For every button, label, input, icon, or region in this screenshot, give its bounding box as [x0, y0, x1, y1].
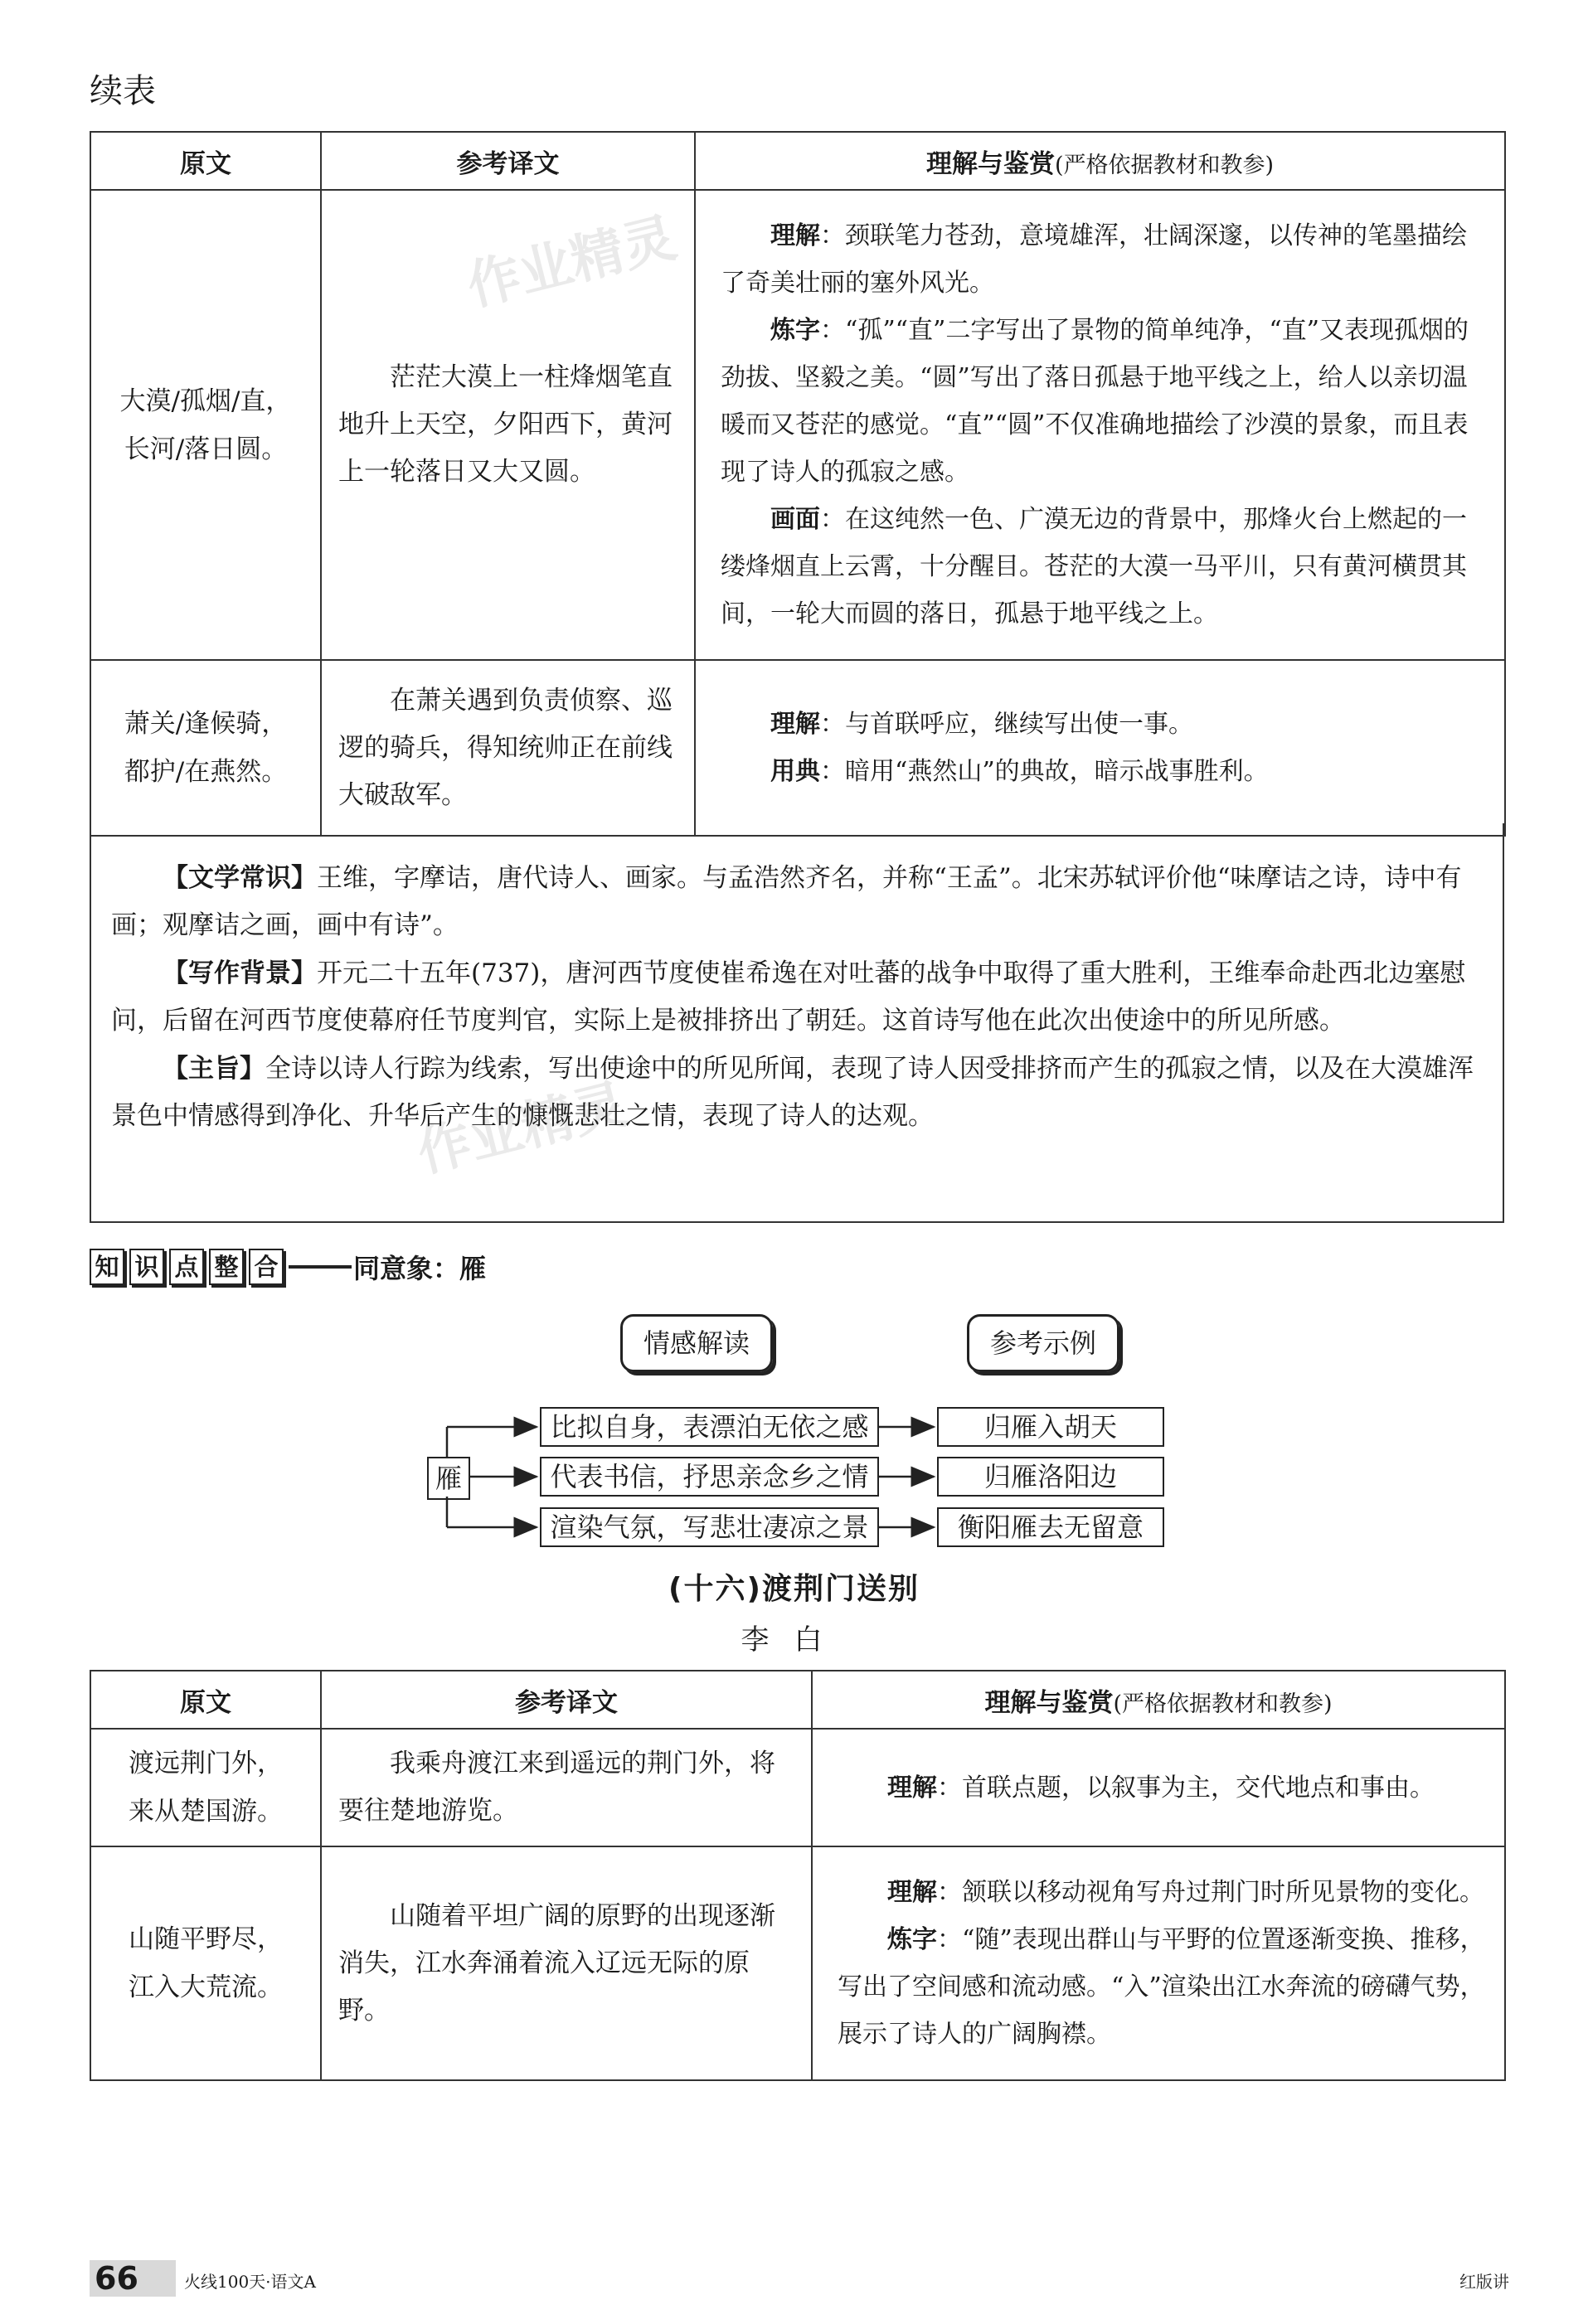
original-text: 大漠/孤烟/直， 长河/落日圆。 — [90, 190, 321, 660]
note-writing-background: 【写作背景】开元二十五年(737)，唐河西节度使崔希逸在对吐蕃的战争中取得了重大胜利，王维奉命赴西北边塞慰问，后留在河西节度使幕府任节度判官，实际上是被排挤出了朝廷。这首诗写他在此次出使途中的所见所感。 — [111, 958, 1466, 1036]
note-literary-knowledge: 【文学常识】王维，字摩诘，唐代诗人、画家。与孟浩然齐名，并称“王孟”。北宋苏轼评价他“味摩诘之诗，诗中有画；观摩诘之画，画中有诗”。 — [111, 863, 1462, 940]
header-appreciation-note: (严格依据教材和教参) — [1054, 152, 1275, 178]
note-theme: 【主旨】全诗以诗人行踪为线索，写出使途中的所见所闻，表现了诗人因受排挤而产生的孤寂之情，以及在大漠雄浑景色中情感得到净化、升华后产生的慷慨悲壮之情，表现了诗人的达观。 — [111, 1054, 1474, 1131]
header-appreciation: 理解与鉴赏(严格依据教材和教参) — [695, 132, 1505, 190]
original-text: 渡远荆门外， 来从楚国游。 — [90, 1729, 321, 1846]
poem-author: 李白 — [741, 1623, 847, 1657]
kp-char: 知 — [90, 1249, 124, 1285]
knowledge-title: 同意象：雁 — [353, 1253, 487, 1284]
heading-emotion: 情感解读 — [620, 1314, 773, 1372]
heading-example: 参考示例 — [967, 1314, 1119, 1372]
translation-text: 在萧关遇到负责侦察、巡逻的骑兵，得知统帅正在前线大破敌军。 — [321, 660, 695, 836]
table-row — [90, 1846, 1505, 2080]
poem-title: (十六)渡荆门送别 — [668, 1572, 920, 1606]
emotion-node: 代表书信，抒思亲念乡之情 — [540, 1457, 879, 1497]
example-node: 衡阳雁去无留意 — [937, 1507, 1164, 1547]
emotion-node: 渲染气氛，写悲壮凄凉之景 — [540, 1507, 879, 1547]
footer-book-title: 火线100天·语文A — [184, 2272, 316, 2292]
table-poem-16 — [90, 1670, 1506, 2081]
kp-char: 整 — [209, 1249, 244, 1285]
header-appreciation: 理解与鉴赏(严格依据教材和教参) — [812, 1671, 1505, 1729]
table-header-row — [90, 1671, 1505, 1729]
watermark: 作业精灵 — [411, 1073, 633, 1185]
header-original: 原文 — [90, 1671, 321, 1729]
header-translation: 参考译文 — [321, 1671, 812, 1729]
header-translation: 参考译文 — [321, 132, 695, 190]
continued-label: 续表 — [90, 72, 156, 110]
appreciation-text: 理解：与首联呼应，继续写出使一事。 用典：暗用“燕然山”的典故，暗示战事胜利。 — [695, 660, 1505, 836]
header-appreciation-note: (严格依据教材和教参) — [1113, 1691, 1333, 1717]
kp-char: 识 — [129, 1249, 164, 1285]
footer-edition: 红版讲 — [1459, 2272, 1509, 2292]
appreciation-text: 理解：颔联以移动视角写舟过荆门时所见景物的变化。 炼字：“随”表现出群山与平野的位置逐渐变换、推移，写出了空间感和流动感。“入”渲染出江水奔流的磅礴气势，展示了诗人的广阔胸襟。 — [812, 1846, 1505, 2080]
table-row — [90, 1729, 1505, 1846]
appreciation-text: 理解：颈联笔力苍劲，意境雄浑，壮阔深邃，以传神的笔墨描绘了奇美壮丽的塞外风光。 炼字：“孤”“直”二字写出了景物的简单纯净，“直”又表现孤烟的劲拔、坚毅之美。“圆”写出了落日孤悬于地平线之上，给人以亲切温暖而又苍茫的感觉。“直”“圆”不仅准确地描绘了沙漠的景象，而且表现了诗人的孤寂之感。 画面：在这纯然一色、广漠无边的背景中，那烽火台上燃起的一缕烽烟直上云霄，十分醒目。苍茫的大漠一马平川，只有黄河横贯其间，一轮大而圆的落日，孤悬于地平线之上。 — [695, 190, 1505, 660]
example-node: 归雁洛阳边 — [937, 1457, 1164, 1497]
translation-text: 山随着平坦广阔的原野的出现逐渐消失，江水奔涌着流入辽远无际的原野。 — [321, 1846, 812, 2080]
original-text: 山随平野尽， 江入大荒流。 — [90, 1846, 321, 2080]
kp-char: 点 — [169, 1249, 204, 1285]
example-node: 归雁入胡天 — [937, 1407, 1164, 1447]
translation-text: 茫茫大漠上一柱烽烟笔直地升上天空，夕阳西下，黄河上一轮落日又大又圆。 — [321, 190, 695, 660]
root-node-goose: 雁 — [427, 1457, 470, 1500]
kp-char: 合 — [249, 1249, 284, 1285]
translation-text: 我乘舟渡江来到遥远的荆门外，将要往楚地游览。 — [321, 1729, 812, 1846]
emotion-node: 比拟自身，表漂泊无依之感 — [540, 1407, 879, 1447]
header-original: 原文 — [90, 132, 321, 190]
page-number: 66 — [90, 2260, 176, 2297]
appreciation-text: 理解：首联点题，以叙事为主，交代地点和事由。 — [812, 1729, 1505, 1846]
original-text: 萧关/逢候骑， 都护/在燕然。 — [90, 660, 321, 836]
watermark: 作业精灵 — [461, 206, 682, 318]
